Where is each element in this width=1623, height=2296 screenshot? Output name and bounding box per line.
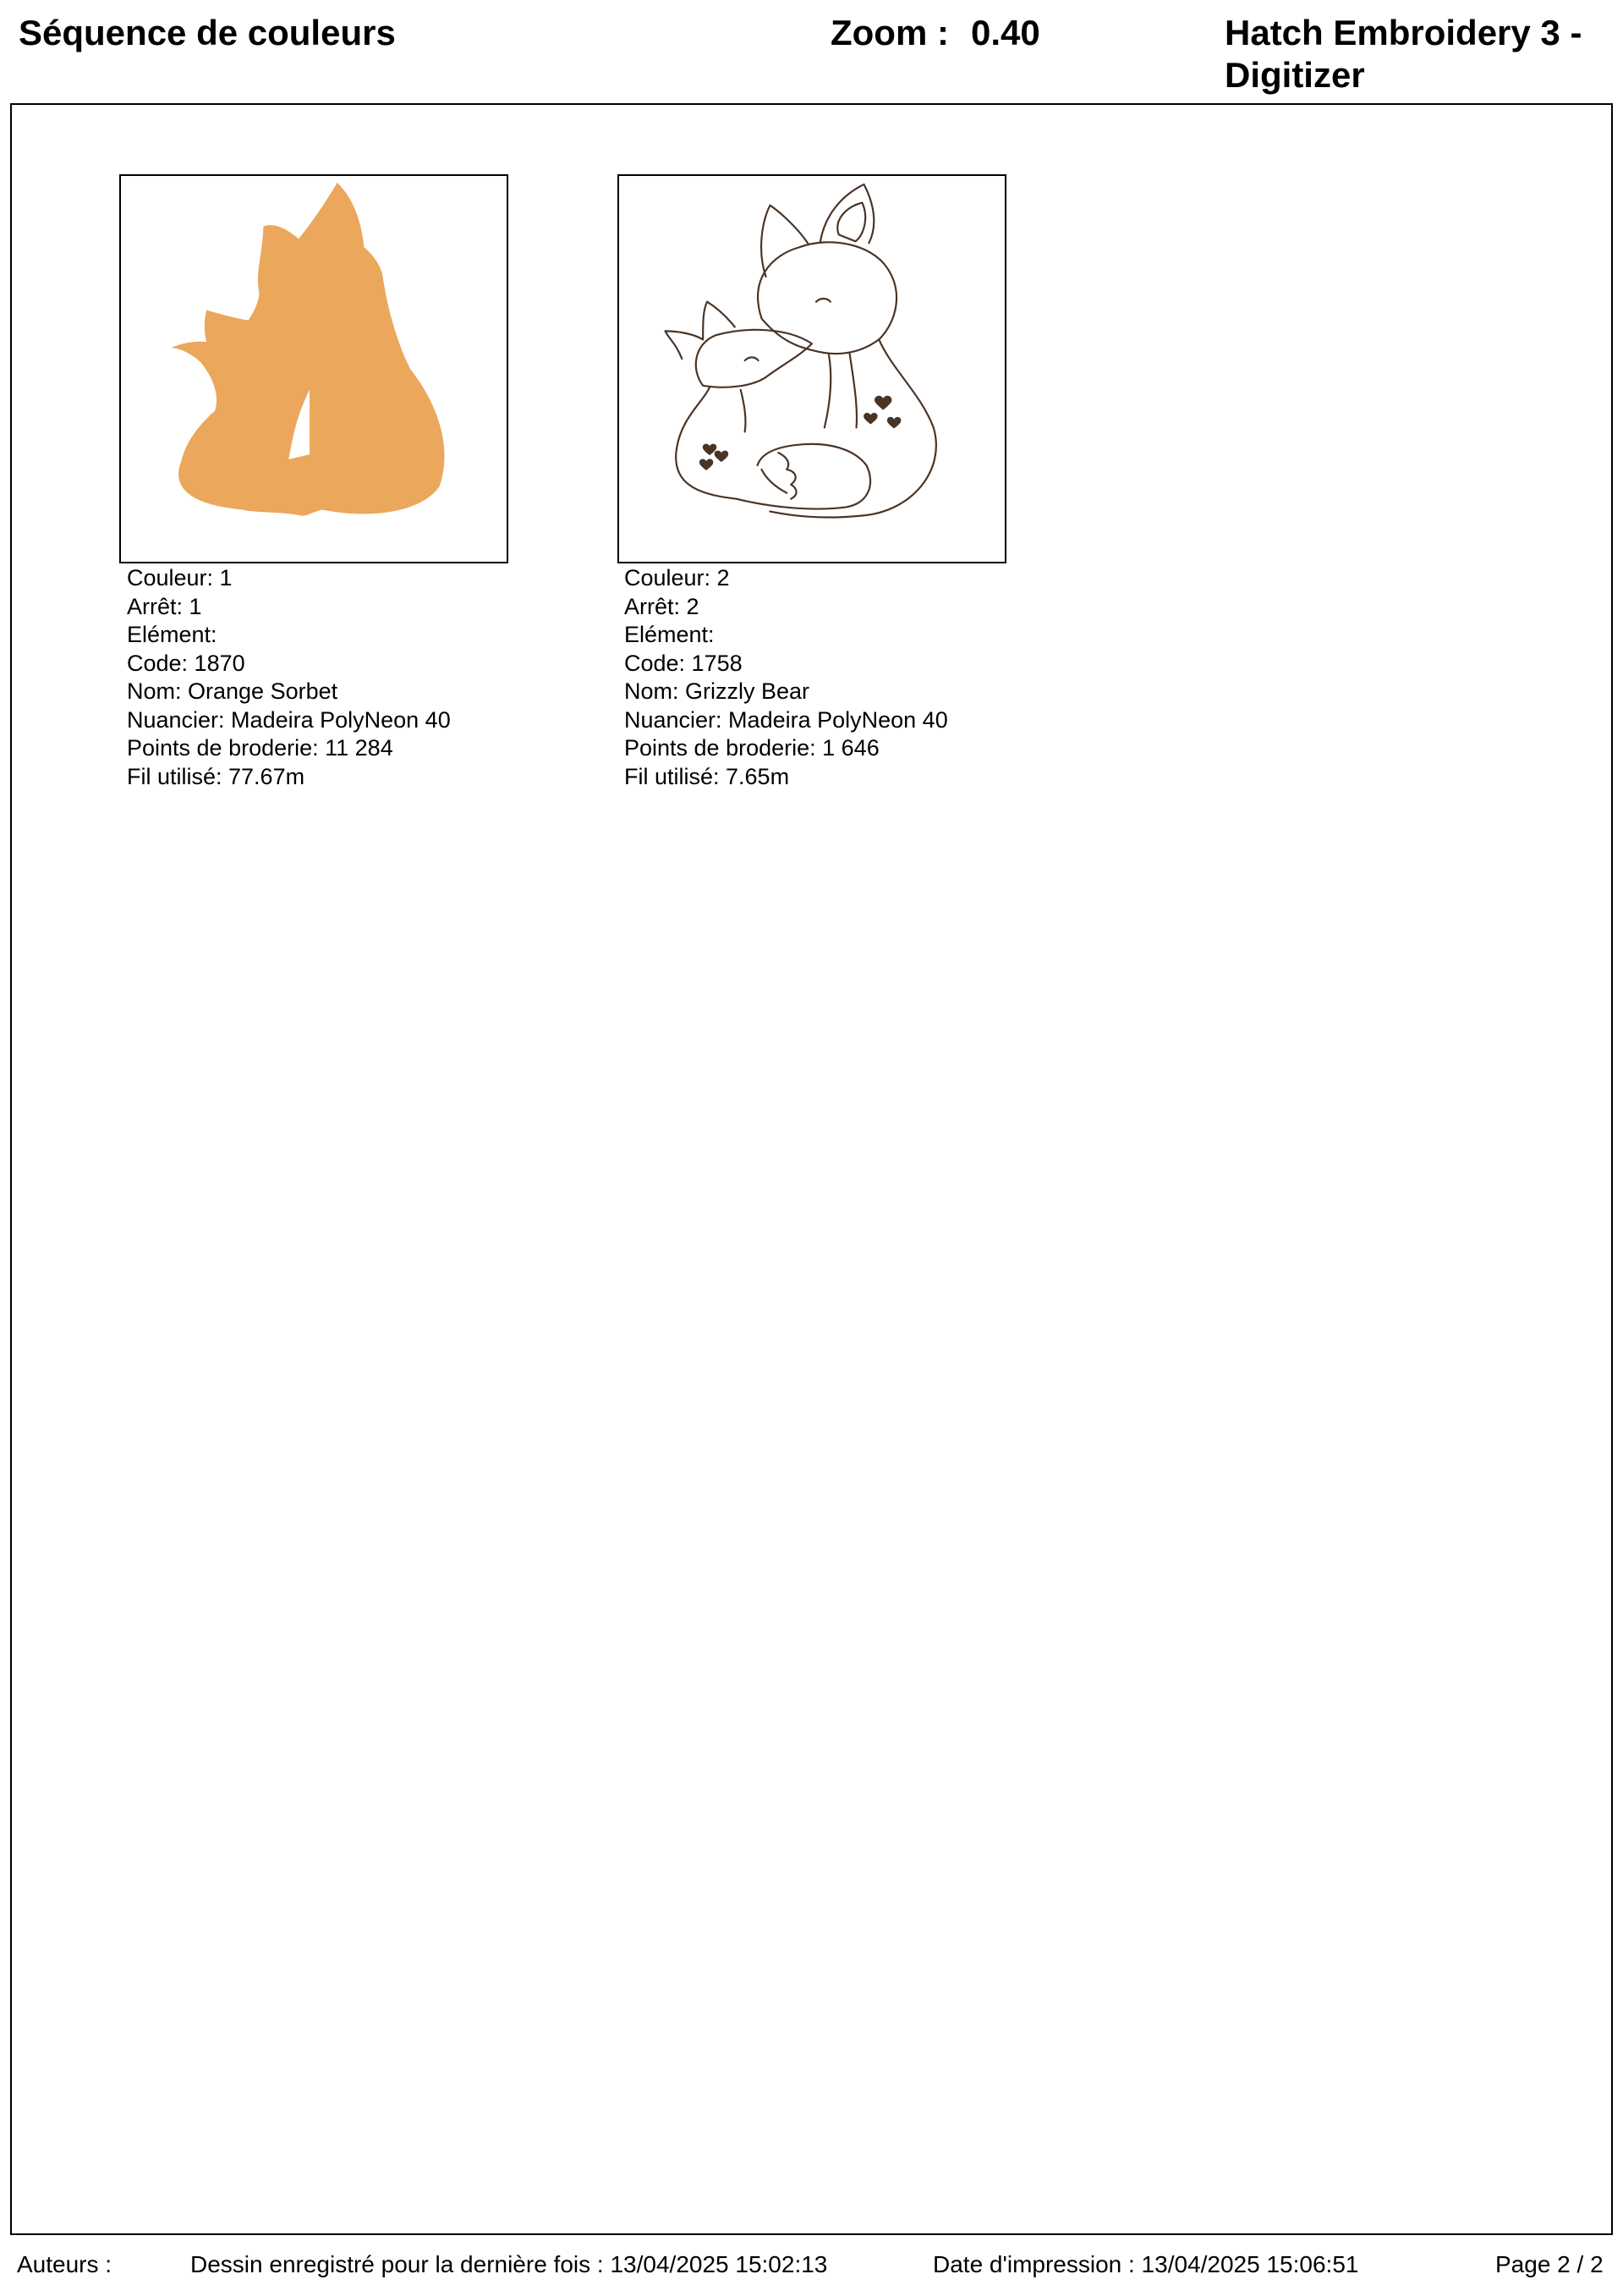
footer-saved-date: Dessin enregistré pour la dernière fois : 13/04/2025 15:02:13 bbox=[190, 2251, 828, 2277]
thread-code: Code: 1870 bbox=[127, 650, 245, 676]
page-title: Séquence de couleurs bbox=[19, 13, 396, 52]
footer-page-number: Page 2 / 2 bbox=[1495, 2251, 1604, 2277]
footer-authors: Auteurs : bbox=[17, 2251, 112, 2277]
thread-chart: Nuancier: Madeira PolyNeon 40 bbox=[624, 706, 948, 733]
thread-code: Code: 1758 bbox=[624, 650, 743, 676]
stitch-count: Points de broderie: 11 284 bbox=[127, 735, 393, 761]
color-2-details bbox=[624, 564, 948, 791]
color-1-thumbnail bbox=[119, 174, 508, 563]
zoom-readout bbox=[831, 12, 1040, 54]
zoom-label: Zoom : bbox=[831, 13, 949, 52]
element-label: Elément: bbox=[624, 622, 715, 647]
fox-outline-image bbox=[619, 176, 1005, 562]
app-name: Hatch Embroidery 3 - Digitizer bbox=[1225, 13, 1582, 95]
thread-chart: Nuancier: Madeira PolyNeon 40 bbox=[127, 706, 451, 733]
thread-used: Fil utilisé: 77.67m bbox=[127, 763, 305, 789]
color-number: Couleur: 1 bbox=[127, 565, 233, 590]
thread-name: Nom: Orange Sorbet bbox=[127, 678, 338, 704]
stitch-count: Points de broderie: 1 646 bbox=[624, 735, 880, 761]
stop-number: Arrêt: 2 bbox=[624, 593, 699, 619]
footer-print-date: Date d'impression : 13/04/2025 15:06:51 bbox=[933, 2251, 1359, 2277]
color-number: Couleur: 2 bbox=[624, 565, 730, 590]
thread-used: Fil utilisé: 7.65m bbox=[624, 763, 790, 789]
fox-silhouette-image bbox=[121, 176, 507, 562]
element-label: Elément: bbox=[127, 622, 217, 647]
zoom-value: 0.40 bbox=[970, 13, 1040, 52]
thread-name: Nom: Grizzly Bear bbox=[624, 678, 810, 704]
stop-number: Arrêt: 1 bbox=[127, 593, 202, 619]
color-1-details bbox=[127, 564, 451, 791]
color-2-thumbnail bbox=[617, 174, 1006, 563]
